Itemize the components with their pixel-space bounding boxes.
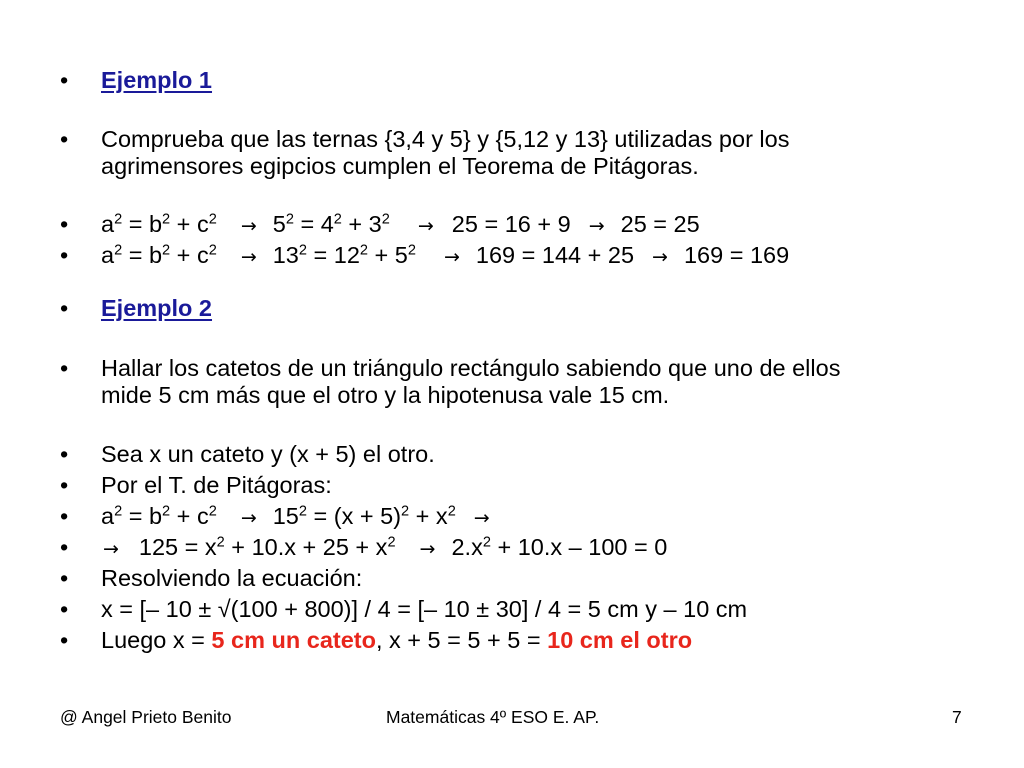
bullet: • bbox=[60, 295, 69, 321]
arrow-icon: → bbox=[240, 246, 257, 268]
statement-2-line-1: Hallar los catetos de un triángulo rectángulo sabiendo que uno de ellos bbox=[101, 355, 841, 381]
arrow-icon: → bbox=[240, 215, 257, 237]
step-text: Sea x un cateto y (x + 5) el otro. bbox=[101, 441, 435, 467]
step-text: Por el T. de Pitágoras: bbox=[101, 472, 332, 498]
statement-2-line-2: mide 5 cm más que el otro y la hipotenusa vale 15 cm. bbox=[101, 382, 670, 408]
footer-page-number: 7 bbox=[952, 707, 962, 727]
bullet: • bbox=[60, 441, 69, 467]
bullet: • bbox=[60, 67, 69, 93]
statement-1-line-1: Comprueba que las ternas {3,4 y 5} y {5,12 y 13} utilizadas por los bbox=[101, 126, 790, 152]
bullet: • bbox=[60, 627, 69, 653]
statement-1-text bbox=[101, 126, 961, 180]
arrow-icon: → bbox=[473, 507, 490, 529]
bullet: • bbox=[60, 126, 69, 152]
bullet: • bbox=[60, 534, 69, 560]
arrow-icon: → bbox=[240, 507, 257, 529]
equation-text: $a^2 = b^2 + c^2 \to 5^2 = 4^2 + 3^2 \to 25 = 16 + 9 \to 25 = 25$ bbox=[101, 211, 700, 237]
arrow-icon: → bbox=[443, 246, 460, 268]
result-text: Luego x = 5 cm un cateto, x + 5 = 5 + 5 = 10 cm el otro bbox=[101, 627, 693, 653]
equation-text: $a^2 = b^2 + c^2 \to 13^2 = 12^2 + 5^2 \to 169 = 144 + 25 \to 169 = 169$ bbox=[101, 242, 790, 268]
arrow-icon: → bbox=[103, 538, 119, 560]
result-cateto-2: 10 cm el otro bbox=[547, 627, 693, 653]
bullet: • bbox=[60, 211, 69, 237]
ejemplo-1-heading: Ejemplo 1 bbox=[101, 67, 213, 93]
bullet: • bbox=[60, 565, 69, 591]
bullet: • bbox=[60, 355, 69, 381]
arrow-icon: → bbox=[419, 538, 436, 560]
equation-text: → $125 = x^2 + 10.x + 25 + x^2 \to 2.x^2 + 10.x - 100 = 0$ bbox=[103, 534, 668, 560]
bullet: • bbox=[60, 472, 69, 498]
bullet: • bbox=[60, 596, 69, 622]
footer-subject: Matemáticas 4º ESO E. AP. bbox=[386, 707, 600, 727]
step-text: x = [– 10 ± √(100 + 800)] / 4 = [– 10 ± 30] / 4 = 5 cm y – 10 cm bbox=[101, 596, 748, 622]
arrow-icon: → bbox=[417, 215, 434, 237]
equation-text: $a^2 = b^2 + c^2 \to 15^2 = (x + 5)^2 + x^2$ → bbox=[101, 503, 490, 529]
footer-author: @ Angel Prieto Benito bbox=[60, 707, 232, 727]
statement-1-line-2: agrimensores egipcios cumplen el Teorema de Pitágoras. bbox=[101, 153, 699, 179]
step-text: Resolviendo la ecuación: bbox=[101, 565, 363, 591]
statement-2-text bbox=[101, 355, 961, 409]
arrow-icon: → bbox=[652, 246, 668, 268]
result-cateto-1: 5 cm un cateto bbox=[211, 627, 376, 653]
ejemplo-2-heading: Ejemplo 2 bbox=[101, 295, 213, 321]
arrow-icon: → bbox=[588, 215, 605, 237]
bullet: • bbox=[60, 503, 69, 529]
bullet: • bbox=[60, 242, 69, 268]
